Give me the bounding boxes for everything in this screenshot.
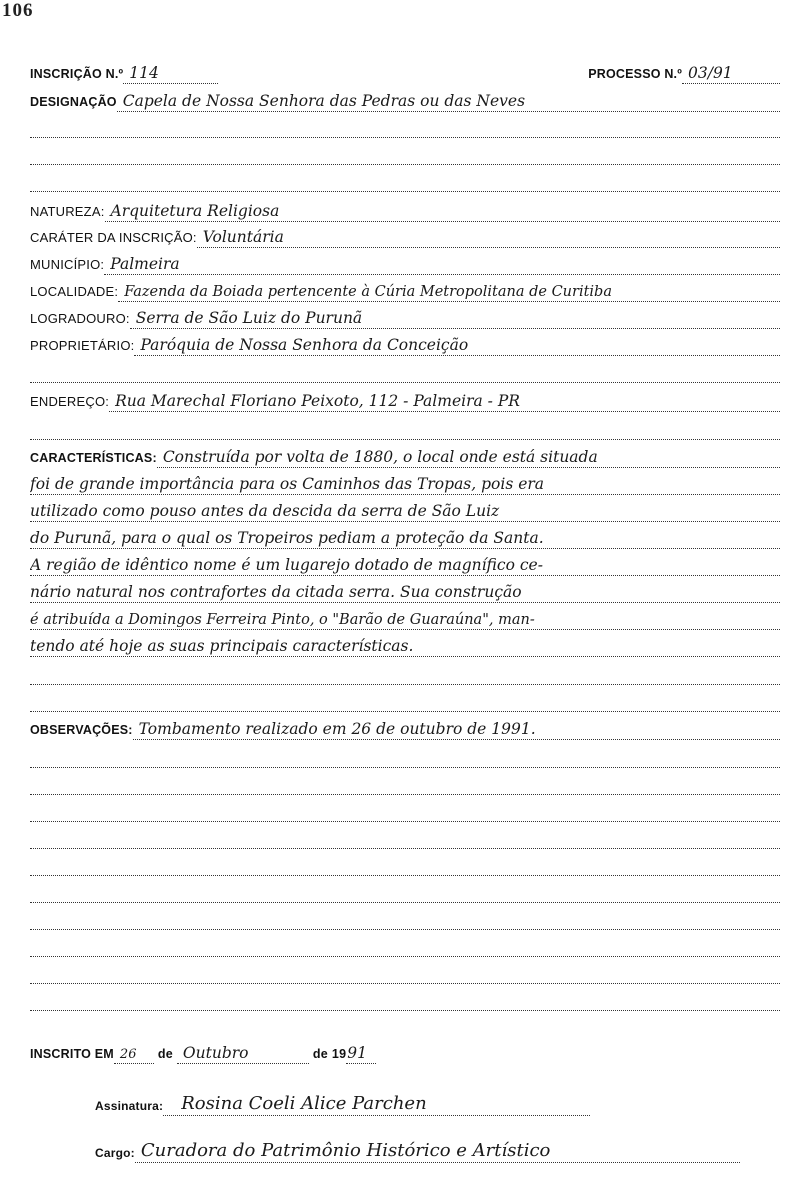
processo-field xyxy=(682,57,780,84)
processo-label: PROCESSO N.º xyxy=(588,67,682,81)
blank-line xyxy=(30,902,780,903)
blank-line xyxy=(30,382,780,383)
carater-value: Voluntária xyxy=(202,228,284,246)
endereco-field xyxy=(109,385,780,412)
caracteristicas-text: tendo até hoje as suas principais características. xyxy=(30,637,414,655)
endereco-row xyxy=(30,386,780,412)
blank-line xyxy=(30,164,780,165)
municipio-field xyxy=(104,248,780,275)
observacoes-field xyxy=(133,713,780,740)
caracteristicas-text: Construída por volta de 1880, o local onde está situada xyxy=(162,448,598,466)
logradouro-label: LOGRADOURO: xyxy=(30,311,130,326)
caracteristicas-line xyxy=(157,441,780,468)
proprietario-label: PROPRIETÁRIO: xyxy=(30,338,135,353)
observacoes-label: OBSERVAÇÕES: xyxy=(30,723,133,737)
caracteristicas-text: nário natural nos contrafortes da citada serra. Sua construção xyxy=(30,583,522,601)
natureza-value: Arquitetura Religiosa xyxy=(110,202,280,220)
caracteristicas-row xyxy=(30,469,780,495)
caracteristicas-label: CARACTERÍSTICAS: xyxy=(30,451,157,465)
inscrito-day-field xyxy=(114,1037,154,1064)
caracteristicas-row xyxy=(30,550,780,576)
cargo-label: Cargo: xyxy=(95,1146,135,1160)
processo-value: 03/91 xyxy=(688,64,733,82)
natureza-field xyxy=(105,195,780,222)
blank-line xyxy=(30,821,780,822)
municipio-label: MUNICÍPIO: xyxy=(30,257,105,272)
blank-line xyxy=(30,684,780,685)
caracteristicas-text: A região de idêntico nome é um lugarejo dotado de magnífico ce- xyxy=(30,556,543,574)
caracteristicas-line xyxy=(30,603,780,630)
designacao-label: DESIGNAÇÃO xyxy=(30,95,117,109)
inscrito-label: INSCRITO EM xyxy=(30,1047,114,1061)
inscrito-day: 26 xyxy=(119,1047,137,1062)
inscrito-month: Outubro xyxy=(182,1044,249,1062)
designacao-value: Capela de Nossa Senhora das Pedras ou das Neves xyxy=(122,92,526,110)
natureza-row xyxy=(30,196,780,222)
caracteristicas-line xyxy=(30,495,780,522)
designacao-field xyxy=(117,85,780,112)
assinatura-row xyxy=(95,1086,590,1116)
caracteristicas-text: do Purunã, para o qual os Tropeiros pediam a proteção da Santa. xyxy=(30,529,544,547)
page-number: 106 xyxy=(2,0,34,21)
proprietario-field xyxy=(134,329,780,356)
cargo-field xyxy=(135,1130,740,1163)
blank-line xyxy=(30,929,780,930)
inscricao-field xyxy=(123,57,218,84)
proprietario-value: Paróquia de Nossa Senhora da Conceição xyxy=(140,336,469,354)
blank-line xyxy=(30,767,780,768)
cargo-row xyxy=(95,1131,740,1163)
assinatura-field xyxy=(163,1085,590,1116)
inscricao-row xyxy=(30,58,780,84)
natureza-label: NATUREZA: xyxy=(30,204,105,219)
blank-line xyxy=(30,439,780,440)
blank-line xyxy=(30,848,780,849)
blank-line xyxy=(30,983,780,984)
inscrito-year-field xyxy=(346,1037,376,1064)
endereco-label: ENDEREÇO: xyxy=(30,394,110,409)
blank-line xyxy=(30,711,780,712)
carater-field xyxy=(197,221,780,248)
endereco-value: Rua Marechal Floriano Peixoto, 112 - Palmeira - PR xyxy=(115,392,520,410)
inscrito-month-field xyxy=(177,1037,309,1064)
cargo-value: Curadora do Patrimônio Histórico e Artístico xyxy=(140,1140,551,1161)
assinatura-label: Assinatura: xyxy=(95,1099,164,1113)
caracteristicas-text: utilizado como pouso antes da descida da serra de São Luiz xyxy=(30,502,500,520)
caracteristicas-text: foi de grande importância para os Caminhos das Tropas, pois era xyxy=(30,475,545,493)
caracteristicas-row xyxy=(30,577,780,603)
municipio-row xyxy=(30,249,780,275)
inscrito-row xyxy=(30,1038,376,1064)
municipio-value: Palmeira xyxy=(110,255,180,273)
caracteristicas-line xyxy=(30,576,780,603)
assinatura-signature: Rosina Coeli Alice Parchen xyxy=(181,1093,427,1114)
observacoes-row xyxy=(30,714,780,740)
caracteristicas-row xyxy=(30,604,780,630)
localidade-row xyxy=(30,276,780,302)
blank-line xyxy=(30,956,780,957)
inscricao-value: 114 xyxy=(129,64,159,82)
blank-line xyxy=(30,137,780,138)
designacao-row xyxy=(30,86,780,112)
blank-line xyxy=(30,875,780,876)
inscrito-de-label: de xyxy=(157,1047,173,1061)
caracteristicas-line xyxy=(30,468,780,495)
carater-row xyxy=(30,222,780,248)
caracteristicas-text: é atribuída a Domingos Ferreira Pinto, o "Barão de Guaraúna", man- xyxy=(30,612,535,628)
localidade-value: Fazenda da Boiada pertencente à Cúria Metropolitana de Curitiba xyxy=(124,284,612,300)
inscrito-year-suffix: 91 xyxy=(347,1044,367,1062)
caracteristicas-line xyxy=(30,522,780,549)
logradouro-row xyxy=(30,303,780,329)
localidade-label: LOCALIDADE: xyxy=(30,284,119,299)
caracteristicas-row xyxy=(30,523,780,549)
inscricao-label: INSCRIÇÃO N.º xyxy=(30,67,124,81)
blank-line xyxy=(30,1010,780,1011)
caracteristicas-row xyxy=(30,631,780,657)
caracteristicas-row xyxy=(30,496,780,522)
inscrito-de-label: de xyxy=(312,1047,328,1061)
blank-line xyxy=(30,794,780,795)
caracteristicas-line xyxy=(30,549,780,576)
observacoes-value: Tombamento realizado em 26 de outubro de 1991. xyxy=(138,720,536,738)
localidade-field xyxy=(118,275,780,302)
logradouro-value: Serra de São Luiz do Purunã xyxy=(135,309,363,327)
carater-label: CARÁTER DA INSCRIÇÃO: xyxy=(30,230,197,245)
caracteristicas-row xyxy=(30,442,780,468)
blank-line xyxy=(30,191,780,192)
logradouro-field xyxy=(130,302,780,329)
inscrito-year-prefix: 19 xyxy=(331,1047,347,1061)
caracteristicas-line xyxy=(30,630,780,657)
proprietario-row xyxy=(30,330,780,356)
